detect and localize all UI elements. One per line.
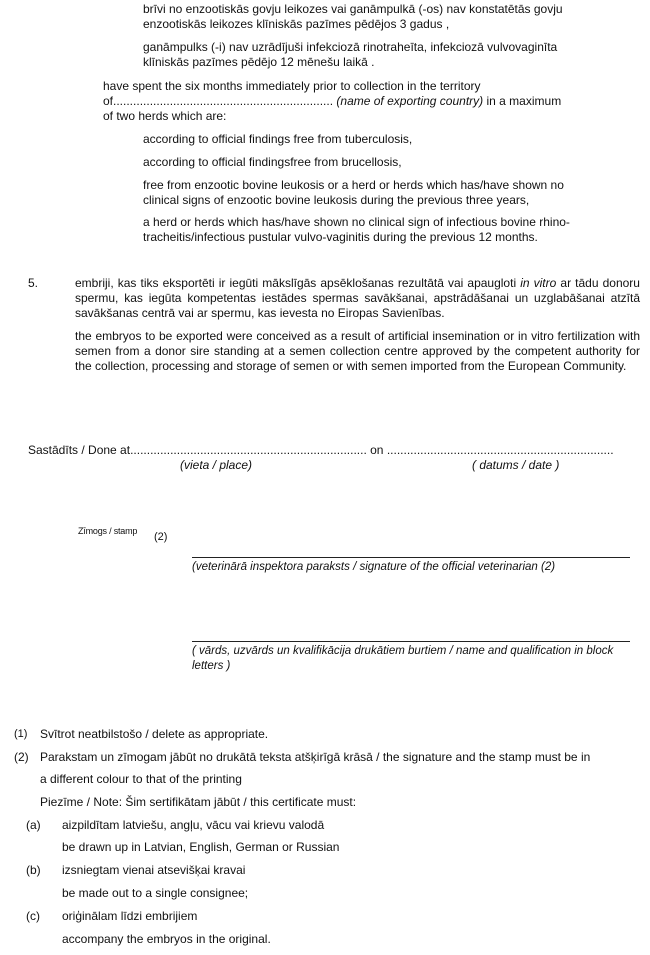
- footnote-1-text: Svītrot neatbilstošo / delete as appropriate.: [40, 727, 269, 741]
- have-spent-line: have spent the six months immediately prior to collection in the territory: [103, 79, 481, 93]
- lv-leukosis-text: brīvi no enzootiskās govju leikozes vai ganāmpulkā (-os) nav konstatētās govju enzootiskās leikozes klīniskās pazīmes pēdējos 3 gadus ,: [143, 2, 563, 31]
- section-number: 5.: [28, 276, 39, 290]
- lv-rhinotracheitis-text: ganāmpulks (-i) nav uzrādījuši infekciozā rinotraheīta, infekciozā vulvovaginīta klīniskās pazīmes pēdējo 12 mēnešu laikā .: [143, 40, 558, 69]
- of-prefix: of: [103, 94, 114, 108]
- section5-lv-before: embriji, kas tiks eksportēti ir iegūti mākslīgās apsēklošanas rezultātā vai apaugloti: [75, 276, 517, 290]
- name-line: [192, 641, 630, 642]
- herd-item-brucellosis: according to official findingsfree from brucellosis,: [143, 155, 402, 169]
- done-at-dots: .......................................................................: [130, 443, 367, 457]
- section5-lv-italic: in vitro: [520, 276, 557, 290]
- footnote-1-mark: (1): [14, 728, 28, 740]
- name-caption: ( vārds, uzvārds un kvalifikācija drukātiem burtiem / name and qualification in block letters ): [192, 645, 614, 672]
- note-item-c-en: accompany the embryos in the original.: [62, 932, 271, 946]
- date-dots: ....................................................................: [386, 443, 614, 457]
- signature-caption: (veterinārā inspektora paraksts / signature of the official veterinarian (2): [192, 561, 556, 573]
- note-item-a-lv: aizpildītam latviešu, angļu, vācu vai krievu valodā: [62, 818, 325, 832]
- section5-en-text: the embryos to be exported were conceived as a result of artificial insemination or in vitro fertilization with semen from a donor sire standing at a semen collection centre approved by the competent authority for the collection, processing and storage of semen or with semen imported from the European Community.: [75, 329, 640, 373]
- note-item-b-en: be made out to a single consignee;: [62, 886, 249, 900]
- footnote-2-line1: Parakstam un zīmogam jābūt no drukātā teksta atšķirīgā krāsā / the signature and the stamp must be in: [40, 750, 591, 764]
- herd-item-ibr: a herd or herds which has/have shown no clinical sign of infectious bovine rhino-tracheitis/infectious pustular vulvo-vaginitis during the previous 12 months.: [143, 215, 570, 244]
- done-at-label: Sastādīts / Done at: [28, 443, 131, 457]
- section5-lv-after: ar tādu donoru spermu, kas iegūta kompetentas iestādes spermas savākšanai, apstrādāšanai un uzglabāšanai atzītā savākšanas centrā vai ar spermu, kas ievesta no Eiropas Savienības.: [75, 276, 640, 320]
- note-item-c-mark: (c): [26, 909, 40, 923]
- certificate-note: Piezīme / Note: Šim sertifikātam jābūt / this certificate must:: [40, 795, 357, 809]
- place-caption: (vieta / place): [180, 458, 253, 472]
- of-suffix: in a maximum: [486, 94, 562, 108]
- section5-lv-text: [75, 276, 640, 321]
- herd-item-tuberculosis: according to official findings free from tuberculosis,: [143, 132, 413, 146]
- note-item-a-en: be drawn up in Latvian, English, German or Russian: [62, 840, 340, 854]
- two-herds-line: of two herds which are:: [103, 109, 227, 123]
- note-item-c-lv: oriģinālam līdzi embrijiem: [62, 909, 198, 923]
- exporting-country-caption: (name of exporting country): [336, 94, 484, 108]
- stamp-label: Zīmogs / stamp: [78, 526, 138, 536]
- exporting-country-line: [103, 94, 603, 109]
- footnote-2-line2: a different colour to that of the printing: [40, 772, 242, 786]
- note-item-b-lv: izsniegtam vienai atsevišķai kravai: [62, 863, 246, 877]
- on-label: on: [370, 443, 384, 457]
- signature-line: [192, 557, 630, 558]
- done-at-line: [28, 443, 638, 458]
- footnote-2-mark: (2): [14, 750, 29, 764]
- note-item-b-mark: (b): [26, 863, 41, 877]
- stamp-ref: (2): [154, 531, 168, 543]
- note-item-a-mark: (a): [26, 818, 41, 832]
- country-dots: ..................................................................: [113, 94, 334, 108]
- date-caption: ( datums / date ): [472, 458, 560, 472]
- herd-item-leukosis: free from enzootic bovine leukosis or a herd or herds which has/have shown no clinical signs of enzootic bovine leukosis during the previous three years,: [143, 178, 564, 207]
